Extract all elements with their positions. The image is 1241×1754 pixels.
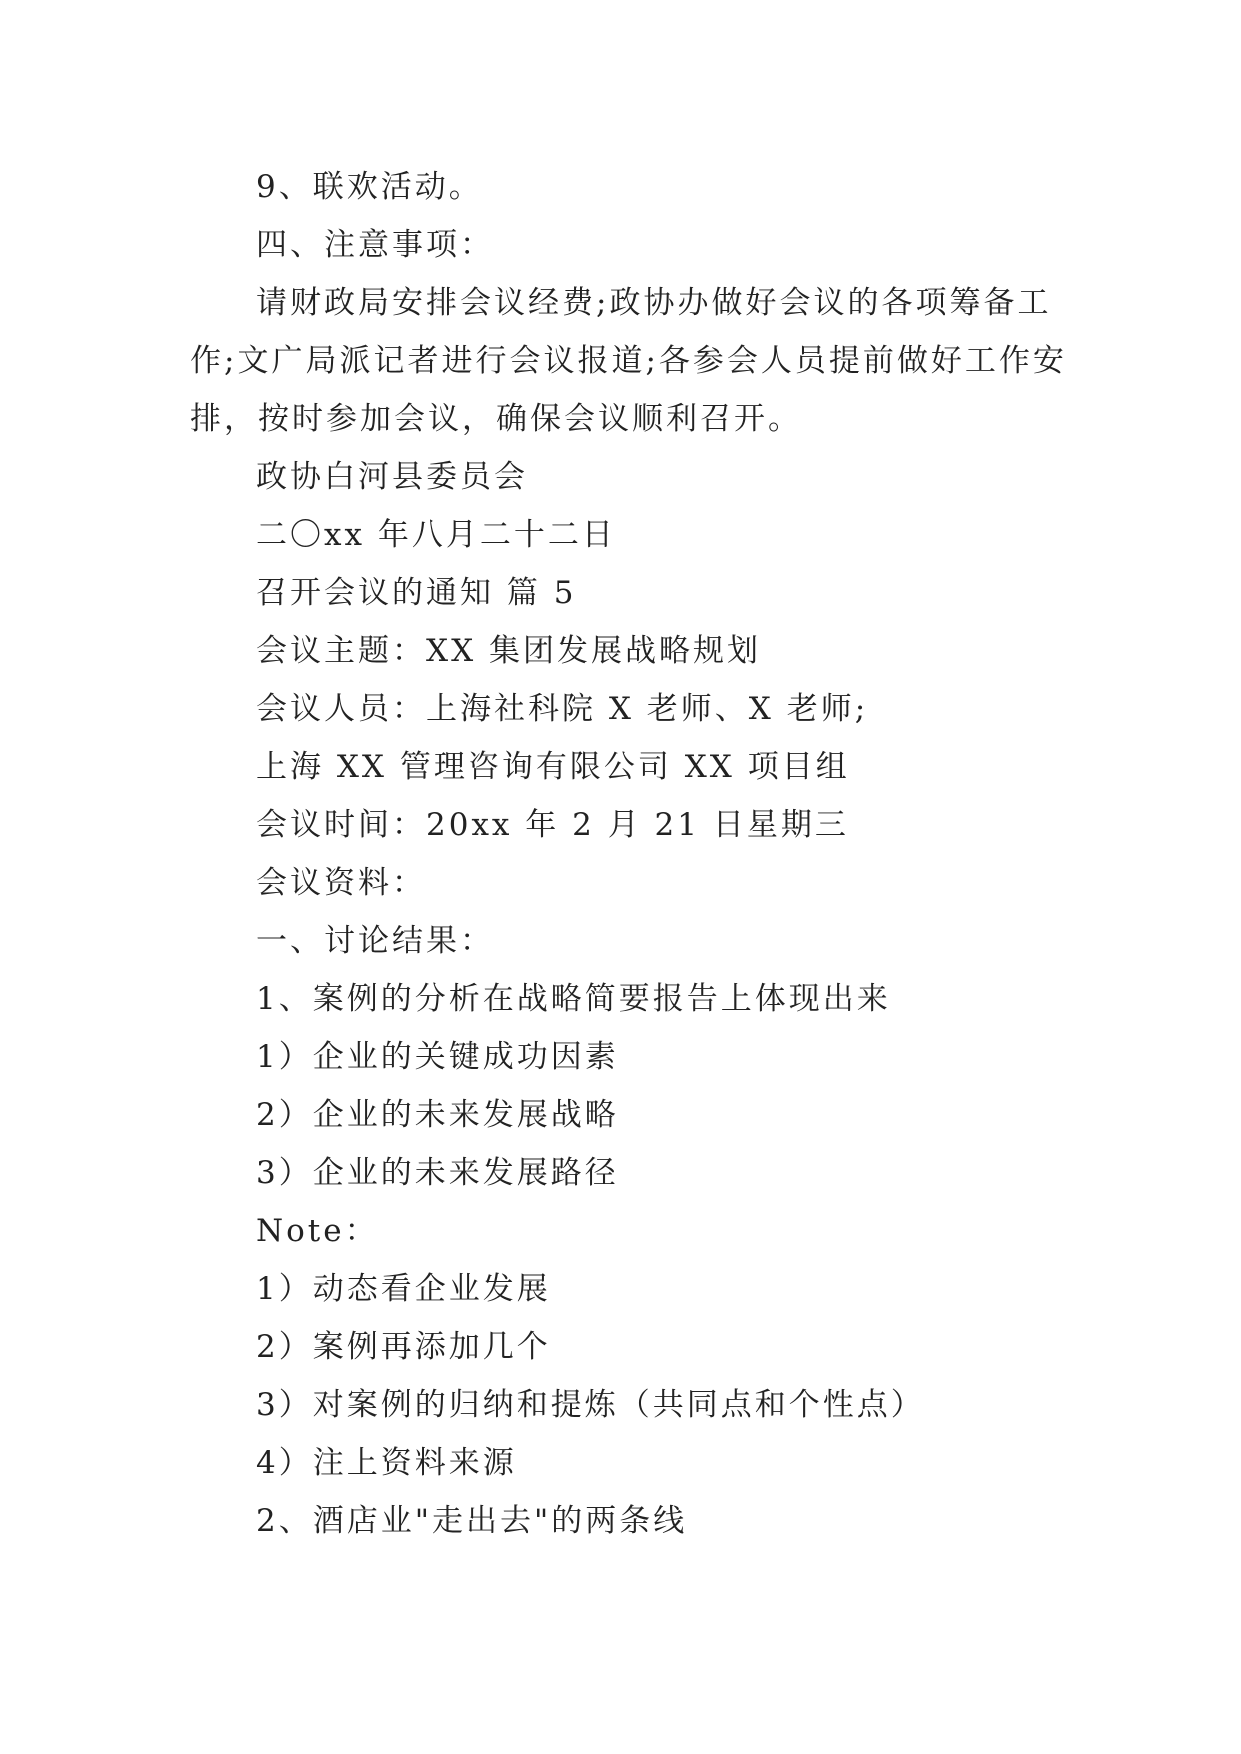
paragraph-line: 作;文广局派记者进行会议报道;各参会人员提前做好工作安 — [190, 343, 1067, 379]
meeting-materials: 会议资料： — [256, 865, 426, 901]
meeting-attendees-org: 上海 XX 管理咨询有限公司 XX 项目组 — [256, 749, 850, 785]
signature-organization: 政协白河县委员会 — [256, 459, 528, 495]
section-heading: 四、注意事项： — [256, 227, 494, 263]
list-item: 1、案例的分析在战略简要报告上体现出来 — [256, 981, 891, 1017]
section-heading: 一、讨论结果： — [256, 923, 494, 959]
list-item: 3）对案例的归纳和提炼（共同点和个性点） — [256, 1387, 925, 1423]
meeting-topic: 会议主题：XX 集团发展战略规划 — [256, 633, 761, 669]
paragraph-line: 请财政局安排会议经费;政协办做好会议的各项筹备工 — [256, 285, 1052, 321]
list-item: 3）企业的未来发展路径 — [256, 1155, 619, 1191]
list-item: 2、酒店业"走出去"的两条线 — [256, 1503, 688, 1539]
meeting-attendees: 会议人员：上海社科院 X 老师、X 老师; — [256, 691, 869, 727]
list-item: 1）企业的关键成功因素 — [256, 1039, 619, 1075]
text-line: 9、联欢活动。 — [256, 169, 483, 205]
notice-title: 召开会议的通知 篇 5 — [256, 575, 577, 611]
list-item: 2）案例再添加几个 — [256, 1329, 551, 1365]
list-item: 4）注上资料来源 — [256, 1445, 517, 1481]
signature-date: 二〇xx 年八月二十二日 — [256, 517, 616, 553]
list-item: 1）动态看企业发展 — [256, 1271, 551, 1307]
note-heading: Note： — [256, 1213, 379, 1249]
meeting-time: 会议时间：20xx 年 2 月 21 日星期三 — [256, 807, 849, 843]
list-item: 2）企业的未来发展战略 — [256, 1097, 619, 1133]
paragraph-line: 排，按时参加会议，确保会议顺利召开。 — [190, 401, 802, 437]
